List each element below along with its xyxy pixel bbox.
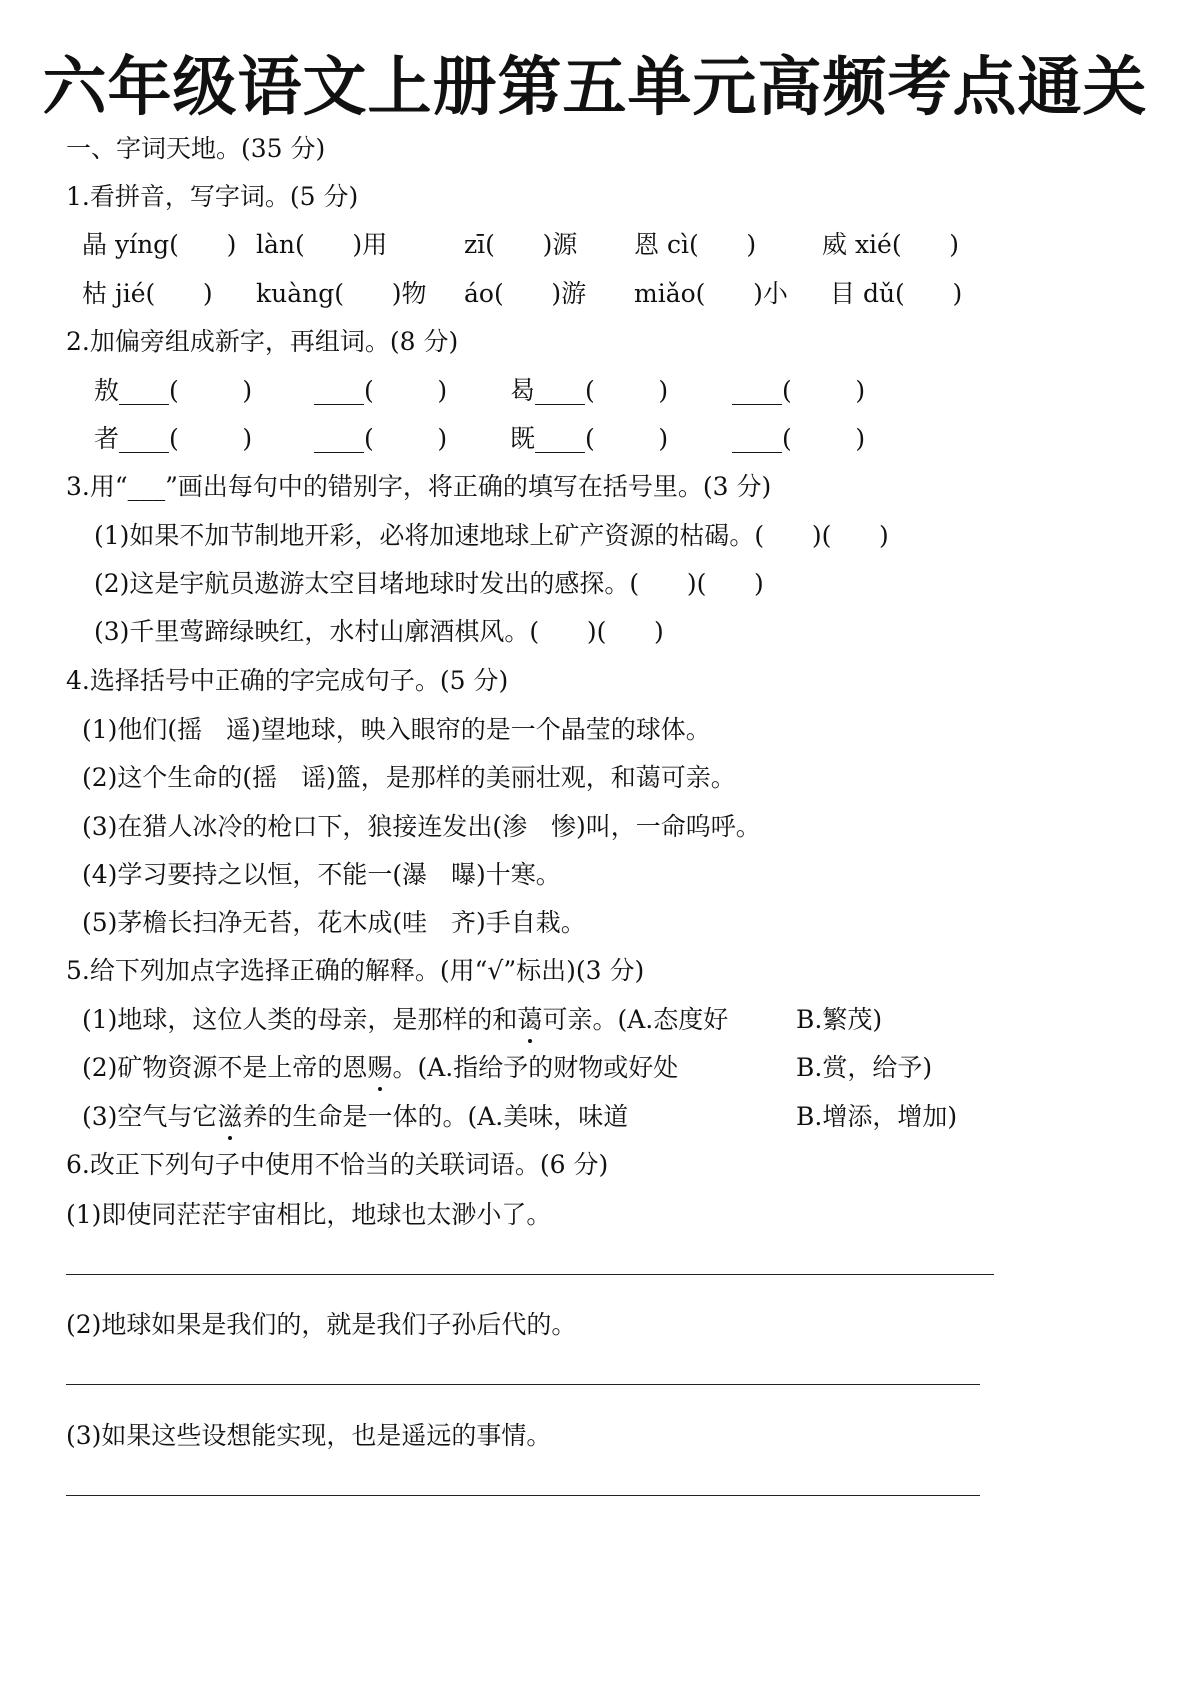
- q2-item: 敖____( ): [94, 376, 253, 405]
- q4-header: 4.选择括号中正确的字完成句子。(5 分): [66, 666, 509, 695]
- q2-item: ____( ): [314, 424, 448, 453]
- q3-item: (3)千里莺蹄绿映红，水村山廓酒棋风。( )( ): [94, 617, 664, 646]
- q5-item: [82, 1100, 628, 1134]
- q5-item-text: 可亲。(A.态度好: [542, 1005, 729, 1034]
- q1-pinyin-item: 晶 yíng( ): [82, 230, 237, 259]
- q4-item: (3)在猎人冰冷的枪口下，狼接连发出(渗 惨)叫，一命呜呼。: [82, 812, 761, 841]
- q1-pinyin-item: miǎo( )小: [634, 279, 788, 308]
- dotted-character: 赐: [367, 1051, 392, 1085]
- q2-header: 2.加偏旁组成新字，再组词。(8 分): [66, 327, 459, 356]
- q5-item: [82, 1051, 678, 1085]
- q2-item: ____( ): [732, 424, 866, 453]
- q1-pinyin-item: làn( )用: [256, 230, 388, 259]
- q1-pinyin-item: kuàng( )物: [256, 279, 427, 308]
- section-1-header: 一、字词天地。(35 分): [66, 134, 326, 163]
- q4-item: (2)这个生命的(摇 谣)篮，是那样的美丽壮观，和蔼可亲。: [82, 763, 736, 792]
- q5-item-text: (2)矿物资源不是上帝的恩: [82, 1053, 368, 1082]
- page-title: 六年级语文上册第五单元高频考点通关: [42, 51, 1148, 125]
- answer-line: [66, 1384, 980, 1385]
- q5-option-b: B.增添，增加): [796, 1102, 958, 1131]
- dotted-character: 滋: [217, 1100, 242, 1134]
- q3-item: (1)如果不加节制地开彩，必将加速地球上矿产资源的枯碣。( )( ): [94, 521, 889, 550]
- q4-item: (4)学习要持之以恒，不能一(瀑 曝)十寒。: [82, 860, 561, 889]
- q5-option-b: B.繁茂): [796, 1005, 883, 1034]
- q6-item: (2)地球如果是我们的，就是我们子孙后代的。: [66, 1310, 577, 1339]
- q2-item: 既____( ): [510, 424, 669, 453]
- q5-item-text: (3)空气与它: [82, 1102, 218, 1131]
- q1-header: 1.看拼音，写字词。(5 分): [66, 182, 359, 211]
- q3-header: 3.用“___”画出每句中的错别字，将正确的填写在括号里。(3 分): [66, 472, 772, 501]
- q1-pinyin-item: 威 xié( ): [822, 230, 960, 259]
- q2-item: 曷____( ): [510, 376, 669, 405]
- q5-item-text: 。(A.指给予的财物或好处: [392, 1053, 679, 1082]
- answer-line: [66, 1274, 994, 1275]
- q1-pinyin-item: 恩 cì( ): [634, 230, 757, 259]
- q2-item: ____( ): [732, 376, 866, 405]
- answer-line: [66, 1495, 980, 1496]
- q1-pinyin-item: 枯 jié( ): [82, 279, 213, 308]
- q6-item: (1)即使同茫茫宇宙相比，地球也太渺小了。: [66, 1200, 552, 1229]
- q5-item-text: 养的生命是一体的。(A.美味，味道: [242, 1102, 629, 1131]
- q1-pinyin-item: áo( )游: [464, 279, 587, 308]
- q2-item: ____( ): [314, 376, 448, 405]
- q6-header: 6.改正下列句子中使用不恰当的关联词语。(6 分): [66, 1150, 609, 1179]
- q5-item-text: (1)地球，这位人类的母亲，是那样的和: [82, 1005, 518, 1034]
- q4-item: (5)茅檐长扫净无苔，花木成(哇 齐)手自栽。: [82, 908, 586, 937]
- q5-option-b: B.赏，给予): [796, 1053, 933, 1082]
- q6-item: (3)如果这些设想能实现，也是遥远的事情。: [66, 1421, 552, 1450]
- q1-pinyin-item: 目 dǔ( ): [830, 279, 963, 308]
- q3-item: (2)这是宇航员遨游太空目堵地球时发出的感探。( )( ): [94, 569, 764, 598]
- q2-item: 者____( ): [94, 424, 253, 453]
- q4-item: (1)他们(摇 遥)望地球，映入眼帘的是一个晶莹的球体。: [82, 715, 711, 744]
- q5-header: 5.给下列加点字选择正确的解释。(用“√”标出)(3 分): [66, 956, 645, 985]
- q1-pinyin-item: zī( )源: [464, 230, 578, 259]
- q5-item: [82, 1003, 728, 1037]
- dotted-character: 蔼: [517, 1003, 542, 1037]
